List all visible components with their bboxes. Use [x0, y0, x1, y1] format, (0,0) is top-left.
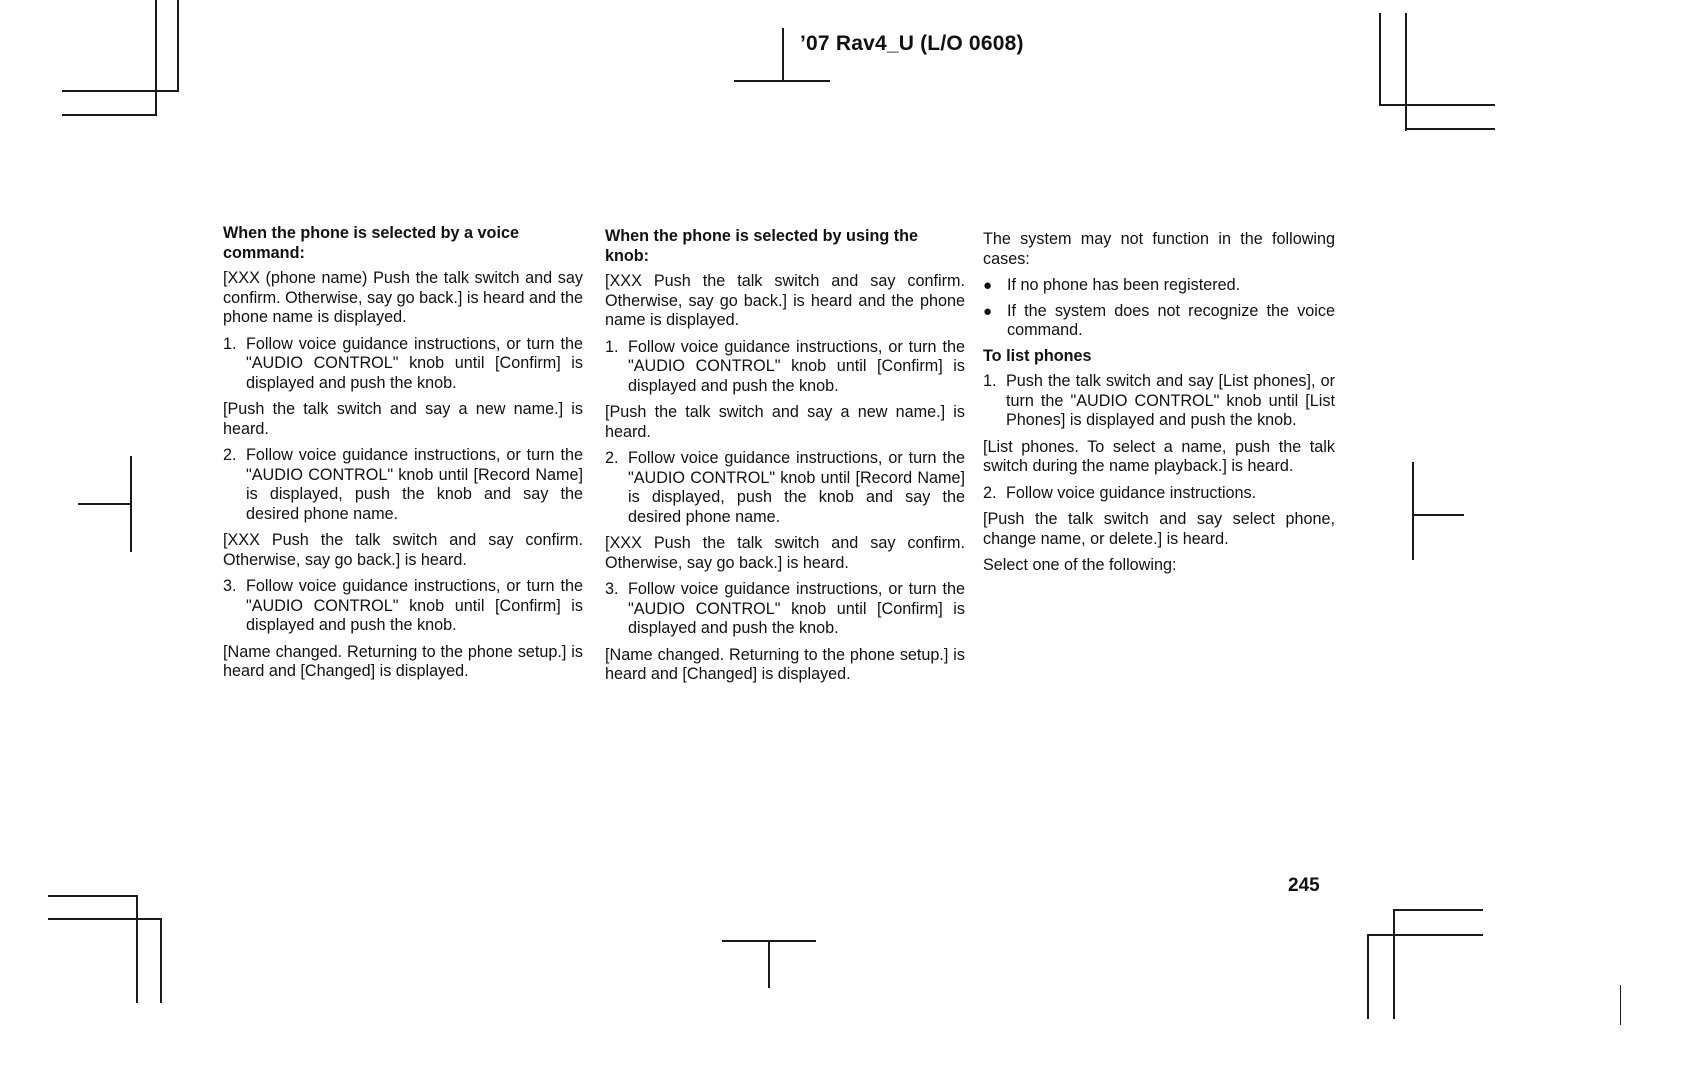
voice-message: [Name changed. Returning to the phone setup.] is heard and [Changed] is displayed.	[223, 642, 583, 680]
page-number: 245	[1288, 875, 1320, 896]
crop-mark	[62, 90, 178, 92]
step-number: 2.	[605, 449, 619, 467]
closing-text: Select one of the following:	[983, 556, 1177, 574]
subsection-heading: To list phones	[983, 346, 1092, 365]
step-text: Follow voice guidance instructions, or turn the "AUDIO CONTROL" knob until [Confirm] is displayed and push the knob.	[628, 337, 965, 395]
bullet-text: If the system does not recognize the voice command.	[1007, 301, 1335, 339]
bullet-text: If no phone has been registered.	[1007, 276, 1241, 294]
crop-mark	[1379, 104, 1495, 106]
right-column	[983, 230, 1335, 583]
crop-mark	[768, 940, 770, 988]
step-text: Follow voice guidance instructions, or turn the "AUDIO CONTROL" knob until [Confirm] is displayed and push the knob.	[246, 334, 583, 392]
crop-mark	[1405, 128, 1495, 130]
crop-mark	[1412, 514, 1464, 516]
step-number: 2.	[983, 483, 997, 502]
voice-message: [XXX (phone name) Push the talk switch and say confirm. Otherwise, say go back.] is heard and the phone name is displayed.	[223, 269, 583, 326]
instruction-step	[605, 338, 965, 397]
crop-mark	[62, 114, 157, 116]
voice-message: [Name changed. Returning to the phone setup.] is heard and [Changed] is displayed.	[605, 645, 965, 683]
voice-message: [List phones. To select a name, push the talk switch during the name playback.] is heard.	[983, 437, 1335, 475]
step-text: Follow voice guidance instructions, or turn the "AUDIO CONTROL" knob until [Confirm] is displayed and push the knob.	[628, 580, 965, 637]
bullet-icon: ●	[983, 277, 993, 294]
middle-column	[605, 227, 965, 692]
document-header: ’07 Rav4_U (L/O 0608)	[800, 32, 1024, 55]
instruction-step	[223, 577, 583, 636]
step-number: 3.	[605, 580, 619, 598]
crop-mark	[782, 28, 784, 80]
crop-mark	[78, 503, 131, 505]
step-text: Follow voice guidance instructions.	[1006, 483, 1257, 502]
voice-message: [Push the talk switch and say select phone, change name, or delete.] is heard.	[983, 510, 1335, 548]
crop-mark	[155, 0, 157, 115]
crop-mark	[1379, 13, 1381, 106]
step-number: 3.	[223, 577, 237, 595]
crop-mark	[1393, 909, 1395, 1019]
voice-message: [XXX Push the talk switch and say confirm. Otherwise, say go back.] is heard and the phone name is displayed.	[605, 272, 965, 329]
crop-mark	[48, 895, 138, 897]
instruction-step	[983, 484, 1335, 504]
crop-mark	[136, 895, 138, 1003]
step-text: Follow voice guidance instructions, or turn the "AUDIO CONTROL" knob until [Record Name] is displayed, push the knob and say the desired phone name.	[628, 449, 965, 526]
instruction-step	[605, 580, 965, 639]
left-column	[223, 224, 583, 689]
crop-mark	[1412, 462, 1414, 560]
bullet-icon: ●	[983, 302, 993, 320]
step-number: 2.	[223, 446, 237, 464]
bullet-item	[983, 302, 1335, 341]
step-text: Follow voice guidance instructions, or turn the "AUDIO CONTROL" knob until [Record Name] is displayed, push the knob and say the desired phone name.	[246, 446, 583, 523]
voice-message: [Push the talk switch and say a new name.] is heard.	[223, 400, 583, 438]
voice-message: [Push the talk switch and say a new name.] is heard.	[605, 403, 965, 441]
instruction-step	[605, 449, 965, 527]
crop-mark	[160, 918, 162, 1003]
crop-mark	[1393, 909, 1483, 911]
crop-mark	[1405, 13, 1407, 131]
edge-mark	[1620, 985, 1621, 1025]
step-number: 1.	[983, 372, 997, 390]
step-number: 1.	[223, 334, 237, 353]
instruction-step	[983, 372, 1335, 431]
section-heading: When the phone is selected by a voice command:	[223, 224, 519, 262]
crop-mark	[177, 0, 179, 92]
instruction-step	[223, 446, 583, 524]
crop-mark	[734, 80, 830, 82]
section-heading: When the phone is selected by using the knob:	[605, 227, 919, 265]
voice-message: [XXX Push the talk switch and say confirm. Otherwise, say go back.] is heard.	[223, 531, 583, 569]
bullet-item	[983, 276, 1335, 296]
crop-mark	[1367, 934, 1369, 1019]
voice-message: [XXX Push the talk switch and say confirm. Otherwise, say go back.] is heard.	[605, 534, 965, 572]
step-text: Push the talk switch and say [List phones], or turn the "AUDIO CONTROL" knob until [List Phones] is displayed and push the knob.	[1006, 372, 1335, 429]
crop-mark	[48, 918, 162, 920]
crop-mark	[1367, 934, 1483, 936]
intro-text: The system may not function in the following cases:	[983, 230, 1335, 268]
instruction-step	[223, 335, 583, 394]
step-text: Follow voice guidance instructions, or turn the "AUDIO CONTROL" knob until [Confirm] is displayed and push the knob.	[246, 577, 583, 634]
step-number: 1.	[605, 337, 619, 356]
